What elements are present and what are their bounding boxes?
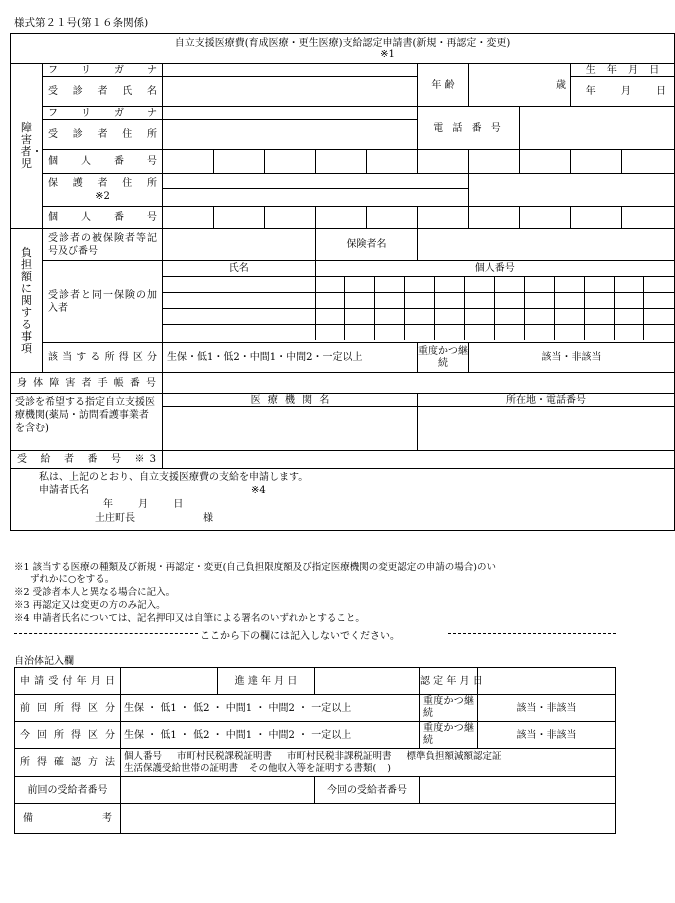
addressee-sama: 様	[203, 513, 213, 524]
mynumber-digit[interactable]	[622, 150, 675, 174]
handbook-field[interactable]	[163, 373, 675, 394]
recipient-number-field[interactable]	[163, 451, 675, 469]
mynumber2-digit[interactable]	[163, 207, 214, 229]
note-1-cont: ずれかに○をする。	[30, 574, 115, 585]
applicant-note: ※4	[251, 485, 266, 496]
institution-label: 受診を希望する指定自立支援医療機関(薬局・訪問看護事業者を含む)	[11, 394, 163, 451]
institution-name-header: 医 療 機 関 名	[163, 394, 418, 407]
age-label: 年 齢	[418, 64, 469, 107]
mynumber-digit[interactable]	[214, 150, 265, 174]
prev-income-label: 前回所得区分	[15, 695, 121, 722]
mynumber2-digit[interactable]	[418, 207, 469, 229]
prev-severe-label: 重度かつ継続	[420, 695, 478, 722]
confirm-line-2: 生活保護受給世帯の証明書 その他収入等を証明する書類( )	[124, 762, 391, 774]
name-field[interactable]	[163, 77, 418, 107]
guardian-phone-field[interactable]	[469, 174, 675, 207]
member-name-cell[interactable]	[163, 292, 315, 308]
mynumber2-digit[interactable]	[214, 207, 265, 229]
age-field[interactable]	[469, 64, 571, 107]
furigana2-field[interactable]	[163, 107, 418, 120]
furigana-label: フ リ ガ ナ	[43, 64, 163, 77]
severe-label: 重度かつ継続	[418, 343, 469, 373]
applicable-options[interactable]: 該当・非該当	[469, 343, 675, 373]
mynumber2-digit[interactable]	[265, 207, 316, 229]
mynumber-digit[interactable]	[469, 150, 520, 174]
income-options[interactable]: 生保・低1・低2・中間1・中間2・一定以上	[163, 343, 418, 373]
receipt-date-label: 申請受付年月日	[15, 668, 121, 695]
age-unit: 歳	[556, 79, 566, 91]
handbook-label: 身体障害者手帳番号	[11, 373, 163, 394]
note-2: ※2 受診者本人と異なる場合に記入。	[14, 587, 176, 598]
mynumber-digit[interactable]	[265, 150, 316, 174]
mynumber2-label: 個 人 番 号	[43, 207, 163, 229]
address-label: 受 診 者 住 所	[43, 120, 163, 150]
prev-recipient-field[interactable]	[121, 777, 315, 804]
confirm-label: 所得確認方法	[15, 749, 121, 777]
insured-label: 受診者の被保険者等記号及び番号	[43, 229, 163, 261]
birth-units: 年 月 日	[585, 86, 667, 97]
curr-severe-label: 重度かつ継続	[420, 722, 478, 749]
guardian-address-label	[43, 174, 163, 207]
address-field[interactable]	[163, 120, 418, 150]
applicant-label: 申請者氏名	[39, 485, 89, 496]
mynumber2-digit[interactable]	[367, 207, 418, 229]
birth-label: 生 年 月 日	[571, 64, 675, 77]
form-number: 様式第２１号(第１６条関係)	[14, 17, 149, 29]
note-1: ※1 該当する医療の種類及び新規・再認定・変更(自己負担限度額及び指定医療機関の変更認定の申請の場合)のい	[14, 562, 496, 573]
curr-applicable[interactable]: 該当・非該当	[478, 722, 616, 749]
confirm-line-1: 個人番号 市町村民税課税証明書 市町村民税非課税証明書 標準負担額減額認定証	[124, 750, 502, 762]
institution-address-header: 所在地・電話番号	[418, 394, 675, 407]
phone-label: 電 話 番 号	[418, 107, 520, 150]
name-label: 受 診 者 氏 名	[43, 77, 163, 107]
approval-date-label: 認 定 年 月 日	[420, 668, 478, 695]
prev-recipient-label: 前回の受給者番号	[15, 777, 121, 804]
furigana2-label: フ リ ガ ナ	[43, 107, 163, 120]
form-title	[11, 34, 675, 64]
mynumber-digit[interactable]	[367, 150, 418, 174]
separator-left	[14, 633, 198, 634]
income-label: 該当する所得区分	[43, 343, 163, 373]
recipient-number-label: 受 給 者 番 号 ※3	[11, 451, 163, 469]
prev-applicable[interactable]: 該当・非該当	[478, 695, 616, 722]
application-form	[10, 33, 667, 531]
insurer-label: 保険者名	[316, 229, 418, 261]
office-section-title: 自治体記入欄	[14, 656, 74, 667]
approval-date-field[interactable]	[478, 668, 616, 695]
member-name-cell[interactable]	[163, 324, 315, 340]
member-name-cell[interactable]	[163, 308, 315, 324]
institution-address-field[interactable]	[418, 407, 675, 451]
insurer-field[interactable]	[418, 229, 675, 261]
curr-recipient-field[interactable]	[420, 777, 616, 804]
mynumber2-digit[interactable]	[469, 207, 520, 229]
curr-income-options[interactable]: 生保 ・ 低1 ・ 低2 ・ 中間1 ・ 中間2 ・ 一定以上	[121, 722, 420, 749]
members-table	[163, 261, 675, 343]
mynumber-label: 個 人 番 号	[43, 150, 163, 174]
prev-income-options[interactable]: 生保 ・ 低1 ・ 低2 ・ 中間1 ・ 中間2 ・ 一定以上	[121, 695, 420, 722]
institution-name-field[interactable]	[163, 407, 418, 451]
guardian-address-text: 保 護 者 住 所	[48, 178, 157, 189]
insured-field[interactable]	[163, 229, 316, 261]
guardian-address-field[interactable]	[163, 189, 469, 207]
mynumber-digit[interactable]	[520, 150, 571, 174]
mynumber2-digit[interactable]	[520, 207, 571, 229]
guardian-note: ※2	[95, 191, 110, 202]
member-name-cell[interactable]	[163, 276, 315, 292]
mynumber2-digit[interactable]	[622, 207, 675, 229]
note-3: ※3 再認定又は変更の方のみ記入。	[14, 600, 166, 611]
office-form	[14, 667, 615, 834]
mynumber-digit[interactable]	[571, 150, 622, 174]
mynumber-digit[interactable]	[418, 150, 469, 174]
furigana-field[interactable]	[163, 64, 418, 77]
curr-income-label: 今回所得区分	[15, 722, 121, 749]
members-label: 受診者と同一保険の加入者	[43, 261, 163, 343]
patient-section-label: 障害者・児	[11, 64, 43, 229]
members-name-header: 氏名	[163, 261, 315, 276]
note-4: ※4 申請者氏名については、記名押印又は自筆による署名のいずれかとすること。	[14, 613, 365, 624]
progress-date-label: 進 達 年 月 日	[218, 668, 315, 695]
remarks-label: 備 考	[15, 804, 121, 834]
mynumber2-digit[interactable]	[316, 207, 367, 229]
guardian-furigana-field[interactable]	[163, 174, 469, 189]
phone-field[interactable]	[520, 107, 675, 150]
members-mynumber-header: 個人番号	[315, 261, 674, 276]
progress-date-field[interactable]	[315, 668, 420, 695]
remarks-field[interactable]	[121, 804, 616, 834]
addressee: 土庄町長	[95, 513, 135, 524]
separator-text: ここから下の欄には記入しないでください。	[200, 631, 400, 642]
mynumber2-digit[interactable]	[571, 207, 622, 229]
declaration-block	[11, 469, 675, 531]
declaration-statement: 私は、上記のとおり、自立支援医療費の支給を申請します。	[39, 472, 309, 483]
title-note: ※1	[380, 48, 395, 60]
separator-right	[448, 633, 616, 634]
form-title-text: 自立支援医療費(育成医療・更生医療)支給認定申請書(新規・再認定・変更)	[174, 37, 511, 49]
receipt-date-field[interactable]	[121, 668, 218, 695]
mynumber-digit[interactable]	[163, 150, 214, 174]
mynumber-digit[interactable]	[316, 150, 367, 174]
curr-recipient-label: 今回の受給者番号	[315, 777, 420, 804]
burden-section-label: 負担額に関する事項	[11, 229, 43, 373]
date-units: 年 月 日	[103, 499, 184, 510]
birth-field[interactable]	[571, 77, 675, 107]
confirm-options[interactable]	[121, 749, 616, 777]
